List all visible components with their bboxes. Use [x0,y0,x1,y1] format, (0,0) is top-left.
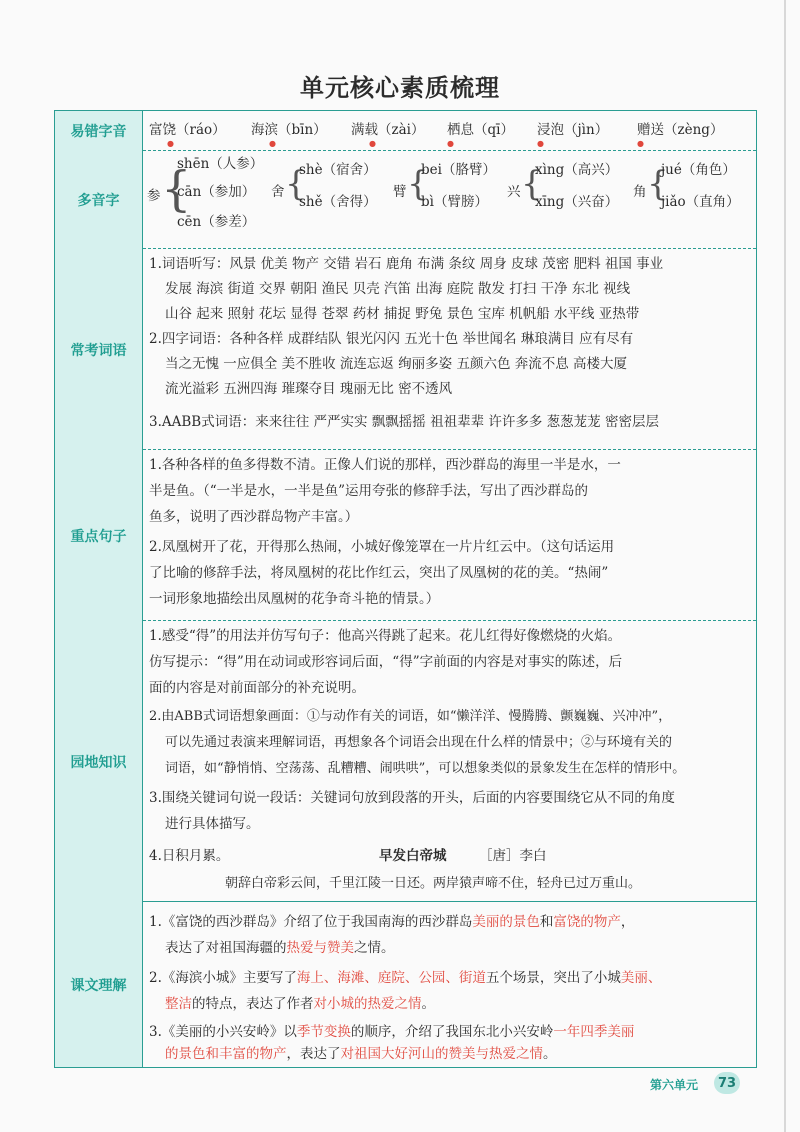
mistake-item: 浸泡（jìn） [537,122,609,138]
understanding-line: 的景色和丰富的物产，表达了对祖国大好河山的赞美与热爱之情。 [165,1046,557,1062]
garden-line: 面的内容是对前面部分的补充说明。 [149,680,365,696]
polyphone-reading: jiǎo（直角） [661,194,740,210]
emphasis-dot: ● [167,139,174,148]
understanding-line: 3.《美丽的小兴安岭》以季节变换的顺序，介绍了我国东北小兴安岭一年四季美丽 [149,1024,635,1040]
page-edge [784,0,786,1132]
brace-icon: { [285,164,307,204]
garden-line: 进行具体描写。 [165,816,260,832]
poem-text: 朝辞白帝彩云间，千里江陵一日还。两岸猿声啼不住，轻舟已过万重山。 [225,876,642,891]
label-text-understanding: 课文理解 [55,903,143,1067]
polyphone-reading: shè（宿舍） [299,162,377,178]
sentence-line: 2.凤凰树开了花，开得那么热闹，小城好像笼罩在一片片红云中。（这句话运用 [149,539,615,555]
section-key-sentences [143,450,756,621]
page-title: 单元核心素质梳理 [300,74,500,102]
footer-unit: 第六单元 [650,1078,699,1092]
mistake-item: 赠送（zèng） [637,122,724,138]
section-text-understanding [143,903,756,1067]
mistake-item: 海滨（bīn） [251,122,327,138]
garden-line: 1.感受“得”的用法并仿写句子：他高兴得跳了起来。花儿红得好像燃烧的火焰。 [149,628,622,644]
vocab-line: 3.AABB式词语：来来往往 严严实实 飘飘摇摇 祖祖辈辈 许许多多 葱葱茏茏 密密层层 [149,414,659,430]
mistake-item: 富饶（ráo） [149,122,226,138]
mistake-item: 栖息（qī） [447,122,514,138]
garden-item-4: 4.日积月累。 [149,848,230,864]
understanding-line: 2.《海滨小城》主要写了海上、海滩、庭院、公园、街道五个场景，突出了小城美丽、 [149,970,662,986]
section-polyphones [143,151,756,249]
label-garden-knowledge: 园地知识 [55,621,143,903]
section-garden-knowledge [143,621,756,903]
polyphone-reading: cān（参加） [177,184,256,200]
sentence-line: 1.各种各样的鱼多得数不清。正像人们说的那样，西沙群岛的海里一半是水，一 [149,457,621,473]
page-number: 73 [714,1072,740,1094]
emphasis-dot: ● [269,139,276,148]
polyphone-reading: bì（臂膀） [421,194,488,210]
label-mistake-pronunciation: 易错字音 [55,111,143,151]
vocab-line: 发展 海滨 街道 交界 朝阳 渔民 贝壳 汽笛 出海 庭院 散发 打扫 干净 东北 视线 [165,281,631,297]
brace-icon: { [521,164,543,204]
vocab-line: 流光溢彩 五洲四海 璀璨夺目 瑰丽无比 密不透风 [165,381,453,397]
vocab-line: 1.词语听写：风景 优美 物产 交错 岩石 鹿角 布满 条纹 周身 皮球 茂密 肥料 祖国 事业 [149,256,664,272]
emphasis-dot: ● [537,139,544,148]
emphasis-dot: ● [369,139,376,148]
vocab-line: 山谷 起来 照射 花坛 显得 苍翠 药材 捕捉 野兔 景色 宝库 机帆船 水平线 亚热带 [165,306,640,322]
sentence-line: 一词形象地描绘出凤凰树的花争奇斗艳的情景。） [149,591,440,607]
garden-line: 3.围绕关键词句说一段话：关键词句放到段落的开头，后面的内容要围绕它从不同的角度 [149,790,675,806]
polyphone-reading: xìng（高兴） [535,162,619,178]
understanding-line: 1.《富饶的西沙群岛》介绍了位于我国南海的西沙群岛美丽的景色和富饶的物产， [149,914,635,930]
polyphone-char-can: 参 [147,188,161,204]
brace-icon: { [647,164,669,204]
polyphone-reading: bei（胳臂） [421,162,496,178]
polyphone-char-she: 舍 [271,184,285,200]
section-vocabulary [143,249,756,450]
sentence-line: 了比喻的修辞手法，将凤凰树的花比作红云，突出了凤凰树的花的美。“热闹” [149,565,609,581]
poem-title: 早发白帝城 [379,848,447,864]
polyphone-char-jiao: 角 [633,184,647,200]
garden-line: 2.由ABB式词语想象画面：①与动作有关的词语，如“懒洋洋、慢腾腾、颤巍巍、兴冲冲”， [149,709,672,724]
section-mistakes [143,111,756,151]
poem-author: ［唐］李白 [479,848,547,864]
garden-line: 仿写提示：“得”用在动词或形容词后面，“得”字前面的内容是对事实的陈述，后 [149,654,623,670]
emphasis-dot: ● [637,139,644,148]
emphasis-dot: ● [447,139,454,148]
polyphone-char-xing: 兴 [507,184,521,200]
label-polyphones: 多音字 [55,151,143,249]
label-vocabulary: 常考词语 [55,249,143,450]
sentence-line: 半是鱼。（“一半是水，一半是鱼”运用夸张的修辞手法，写出了西沙群岛的 [149,483,589,499]
mistake-item: 满载（zài） [351,122,425,138]
understanding-line: 整洁的特点，表达了作者对小城的热爱之情。 [165,996,435,1012]
understanding-line: 表达了对祖国海疆的热爱与赞美之情。 [165,940,395,956]
polyphone-reading: jué（角色） [661,162,736,178]
polyphone-reading: shēn（人参） [177,156,264,172]
vocab-line: 2.四字词语：各种各样 成群结队 银光闪闪 五光十色 举世闻名 琳琅满目 应有尽有 [149,331,634,347]
label-key-sentences: 重点句子 [55,450,143,621]
brace-icon: { [161,161,192,217]
vocab-line: 当之无愧 一应俱全 美不胜收 流连忘返 绚丽多姿 五颜六色 奔流不息 高楼大厦 [165,356,628,372]
polyphone-reading: xīng（兴奋） [535,194,619,210]
brace-icon: { [407,164,429,204]
sentence-line: 鱼多，说明了西沙群岛物产丰富。） [149,509,359,525]
garden-line: 可以先通过表演来理解词语，再想象各个词语会出现在什么样的情景中；②与环境有关的 [165,735,673,750]
polyphone-reading: cēn（参差） [177,214,256,230]
garden-line: 词语，如“静悄悄、空荡荡、乱糟糟、闹哄哄”，可以想象类似的景象发生在怎样的情形中。 [165,761,686,776]
polyphone-char-bei: 臂 [393,184,407,200]
summary-table [54,110,757,1068]
polyphone-reading: shě（舍得） [299,194,377,210]
